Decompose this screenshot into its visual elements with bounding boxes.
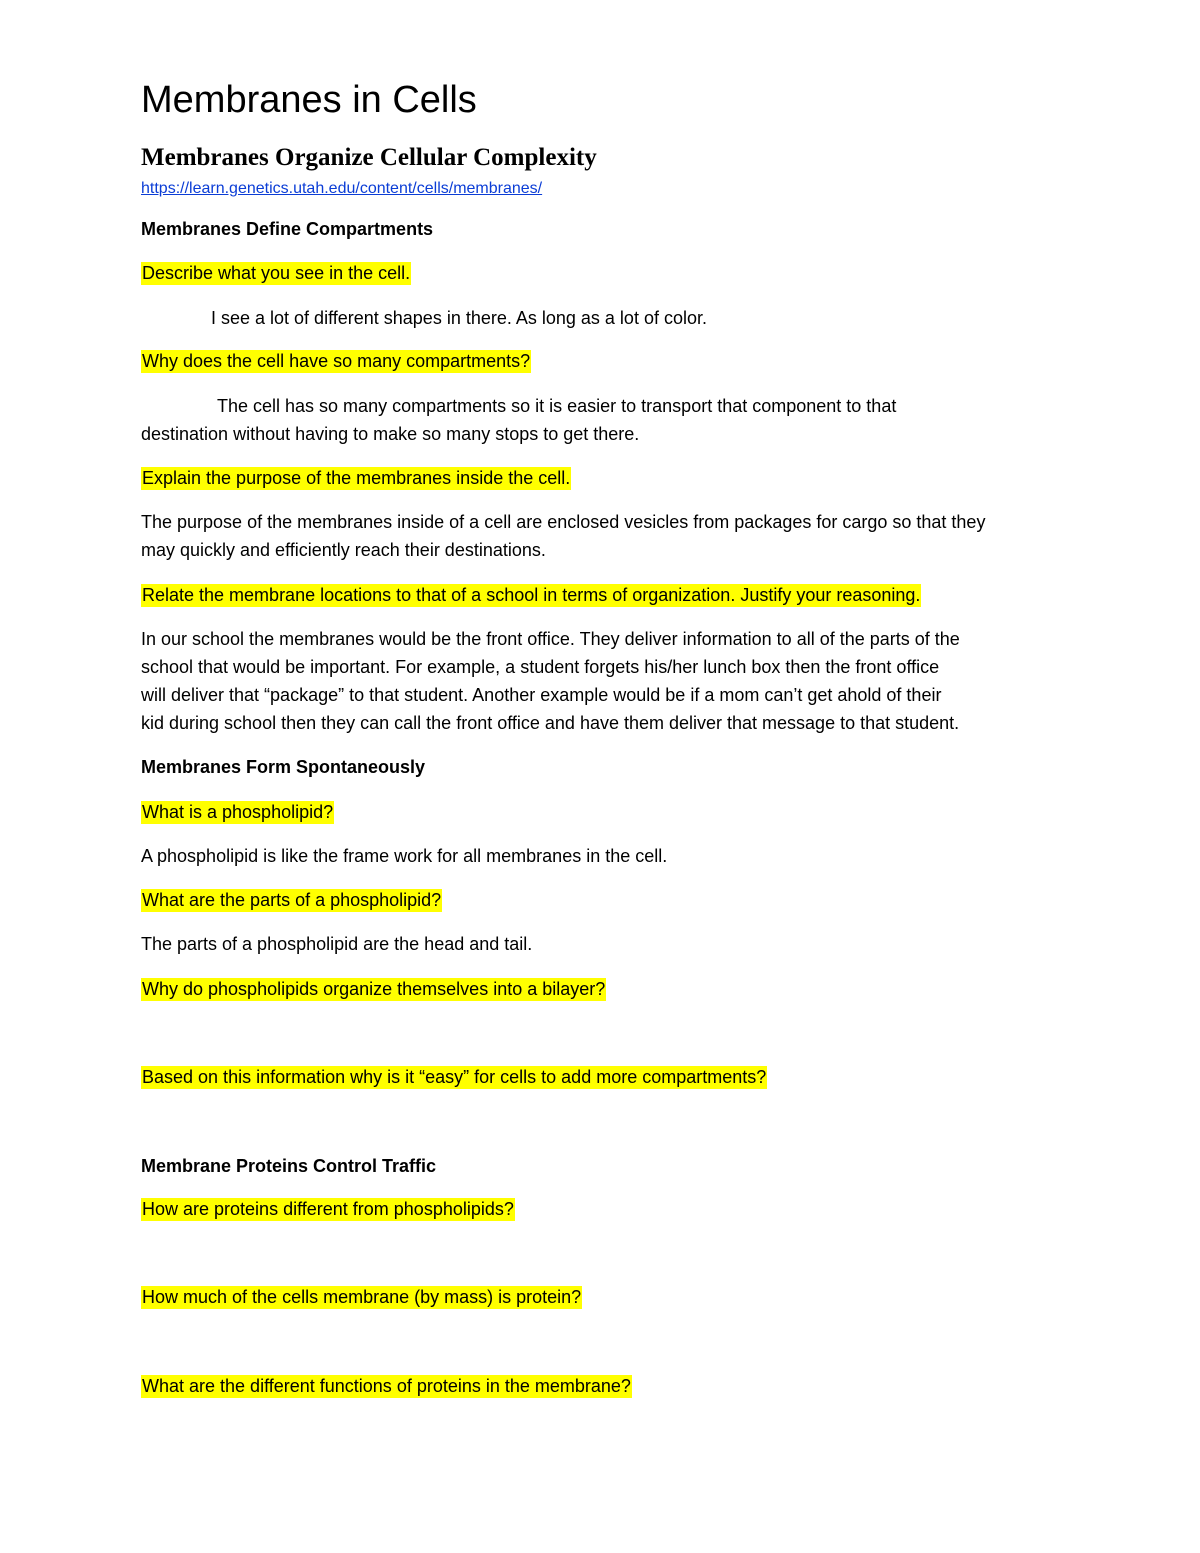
answer-phospholipid-parts: The parts of a phospholipid are the head and tail. xyxy=(141,934,533,954)
answer-membrane-purpose-line1: The purpose of the membranes inside of a cell are enclosed vesicles from packages for cargo so that they xyxy=(141,512,986,532)
question-proteins-different xyxy=(141,1197,515,1221)
highlighted-question: Why do phospholipids organize themselves into a bilayer? xyxy=(142,979,606,999)
source-link-line xyxy=(141,175,542,201)
highlighted-question: What are the parts of a phospholipid? xyxy=(142,890,442,910)
question-bilayer xyxy=(141,977,606,1001)
question-compartments xyxy=(141,349,531,373)
highlighted-question: How much of the cells membrane (by mass) is protein? xyxy=(142,1287,582,1307)
document-subtitle: Membranes Organize Cellular Complexity xyxy=(141,144,597,171)
highlighted-question: Based on this information why is it “easy” for cells to add more compartments? xyxy=(142,1067,767,1087)
answer-school-line4: kid during school then they can call the front office and have them deliver that message to that student. xyxy=(141,713,960,733)
answer-compartments-line2: destination without having to make so many stops to get there. xyxy=(141,424,640,444)
section-heading-define: Membranes Define Compartments xyxy=(141,219,434,239)
answer-school-line1: In our school the membranes would be the front office. They deliver information to all of the parts of the xyxy=(141,629,960,649)
document-title: Membranes in Cells xyxy=(141,79,477,121)
answer-phospholipid: A phospholipid is like the frame work for all membranes in the cell. xyxy=(141,846,668,866)
answer-describe-cell: I see a lot of different shapes in there. As long as a lot of color. xyxy=(211,308,707,328)
highlighted-question: What are the different functions of proteins in the membrane? xyxy=(142,1376,631,1396)
question-membrane-purpose xyxy=(141,466,571,490)
question-protein-mass xyxy=(141,1285,582,1309)
question-phospholipid-parts xyxy=(141,888,442,912)
question-phospholipid xyxy=(141,800,334,824)
highlighted-question: How are proteins different from phospholipids? xyxy=(142,1199,514,1219)
highlighted-question: Explain the purpose of the membranes inside the cell. xyxy=(142,468,571,488)
highlighted-question: Describe what you see in the cell. xyxy=(142,263,411,283)
highlighted-question: Why does the cell have so many compartments? xyxy=(142,351,531,371)
answer-membrane-purpose-line2: may quickly and efficiently reach their destinations. xyxy=(141,540,546,560)
highlighted-question: What is a phospholipid? xyxy=(142,802,334,822)
section-heading-spontaneous: Membranes Form Spontaneously xyxy=(141,757,426,777)
answer-compartments-line1: The cell has so many compartments so it is easier to transport that component to that xyxy=(217,396,897,416)
question-school-relation xyxy=(141,583,921,607)
question-describe-cell xyxy=(141,261,411,285)
question-protein-functions xyxy=(141,1374,632,1398)
highlighted-question: Relate the membrane locations to that of a school in terms of organization. Justify your reasoning. xyxy=(142,585,921,605)
section-heading-proteins: Membrane Proteins Control Traffic xyxy=(141,1156,437,1176)
answer-school-line3: will deliver that “package” to that student. Another example would be if a mom can’t get ahold of their xyxy=(141,685,942,705)
answer-school-line2: school that would be important. For example, a student forgets his/her lunch box then the front office xyxy=(141,657,940,677)
question-easy-compartments xyxy=(141,1065,767,1089)
source-link[interactable]: https://learn.genetics.utah.edu/content/cells/membranes/ xyxy=(141,180,543,197)
